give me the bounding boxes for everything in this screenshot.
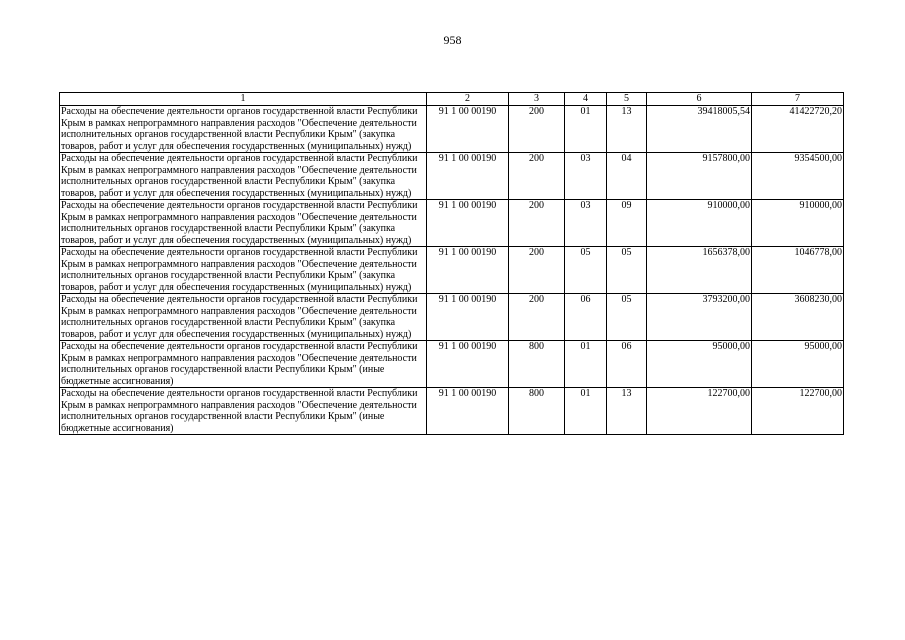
expense-type: 200 xyxy=(509,294,565,341)
table-row xyxy=(60,388,844,435)
subsection-code: 04 xyxy=(607,153,647,200)
section-code: 03 xyxy=(565,200,607,247)
section-code: 06 xyxy=(565,294,607,341)
page-number: 958 xyxy=(443,33,462,47)
row-description: Расходы на обеспечение деятельности органов государственной власти Республики Крым в рамках непрограммного направления расходов "Обеспечение деятельности исполнительных органов государственной власти Республики Крым" (закупка товаров, работ и услуг для обеспечения государственных (муниципальных) нужд) xyxy=(60,200,427,247)
table-row xyxy=(60,200,844,247)
column-header: 7 xyxy=(752,93,844,106)
amount-col6: 122700,00 xyxy=(647,388,752,435)
column-header: 4 xyxy=(565,93,607,106)
amount-col6: 3793200,00 xyxy=(647,294,752,341)
amount-col7: 910000,00 xyxy=(752,200,844,247)
amount-col7: 3608230,00 xyxy=(752,294,844,341)
target-code: 91 1 00 00190 xyxy=(427,388,509,435)
expense-type: 200 xyxy=(509,153,565,200)
amount-col6: 9157800,00 xyxy=(647,153,752,200)
table-row xyxy=(60,247,844,294)
subsection-code: 05 xyxy=(607,247,647,294)
section-code: 05 xyxy=(565,247,607,294)
column-number-row xyxy=(60,93,844,106)
budget-table xyxy=(59,92,844,435)
table-row xyxy=(60,153,844,200)
section-code: 03 xyxy=(565,153,607,200)
column-header: 6 xyxy=(647,93,752,106)
table-row xyxy=(60,341,844,388)
expense-type: 800 xyxy=(509,388,565,435)
column-header: 2 xyxy=(427,93,509,106)
amount-col6: 910000,00 xyxy=(647,200,752,247)
column-header: 5 xyxy=(607,93,647,106)
target-code: 91 1 00 00190 xyxy=(427,200,509,247)
section-code: 01 xyxy=(565,106,607,153)
row-description: Расходы на обеспечение деятельности органов государственной власти Республики Крым в рамках непрограммного направления расходов "Обеспечение деятельности исполнительных органов государственной власти Республики Крым" (закупка товаров, работ и услуг для обеспечения государственных (муниципальных) нужд) xyxy=(60,153,427,200)
row-description: Расходы на обеспечение деятельности органов государственной власти Республики Крым в рамках непрограммного направления расходов "Обеспечение деятельности исполнительных органов государственной власти Республики Крым" (закупка товаров, работ и услуг для обеспечения государственных (муниципальных) нужд) xyxy=(60,294,427,341)
target-code: 91 1 00 00190 xyxy=(427,106,509,153)
amount-col6: 39418005,54 xyxy=(647,106,752,153)
section-code: 01 xyxy=(565,341,607,388)
row-description: Расходы на обеспечение деятельности органов государственной власти Республики Крым в рамках непрограммного направления расходов "Обеспечение деятельности исполнительных органов государственной власти Республики Крым" (закупка товаров, работ и услуг для обеспечения государственных (муниципальных) нужд) xyxy=(60,106,427,153)
amount-col7: 41422720,20 xyxy=(752,106,844,153)
subsection-code: 06 xyxy=(607,341,647,388)
subsection-code: 05 xyxy=(607,294,647,341)
row-description: Расходы на обеспечение деятельности органов государственной власти Республики Крым в рамках непрограммного направления расходов "Обеспечение деятельности исполнительных органов государственной власти Республики Крым" (закупка товаров, работ и услуг для обеспечения государственных (муниципальных) нужд) xyxy=(60,247,427,294)
expense-type: 800 xyxy=(509,341,565,388)
section-code: 01 xyxy=(565,388,607,435)
amount-col7: 95000,00 xyxy=(752,341,844,388)
amount-col7: 122700,00 xyxy=(752,388,844,435)
expense-type: 200 xyxy=(509,247,565,294)
table-row xyxy=(60,294,844,341)
table-row xyxy=(60,106,844,153)
target-code: 91 1 00 00190 xyxy=(427,247,509,294)
expense-type: 200 xyxy=(509,200,565,247)
amount-col7: 9354500,00 xyxy=(752,153,844,200)
target-code: 91 1 00 00190 xyxy=(427,294,509,341)
subsection-code: 13 xyxy=(607,106,647,153)
row-description: Расходы на обеспечение деятельности органов государственной власти Республики Крым в рамках непрограммного направления расходов "Обеспечение деятельности исполнительных органов государственной власти Республики Крым" (иные бюджетные ассигнования) xyxy=(60,341,427,388)
amount-col6: 95000,00 xyxy=(647,341,752,388)
expense-type: 200 xyxy=(509,106,565,153)
amount-col7: 1046778,00 xyxy=(752,247,844,294)
column-header: 3 xyxy=(509,93,565,106)
amount-col6: 1656378,00 xyxy=(647,247,752,294)
target-code: 91 1 00 00190 xyxy=(427,153,509,200)
row-description: Расходы на обеспечение деятельности органов государственной власти Республики Крым в рамках непрограммного направления расходов "Обеспечение деятельности исполнительных органов государственной власти Республики Крым" (иные бюджетные ассигнования) xyxy=(60,388,427,435)
target-code: 91 1 00 00190 xyxy=(427,341,509,388)
subsection-code: 09 xyxy=(607,200,647,247)
subsection-code: 13 xyxy=(607,388,647,435)
column-header: 1 xyxy=(60,93,427,106)
